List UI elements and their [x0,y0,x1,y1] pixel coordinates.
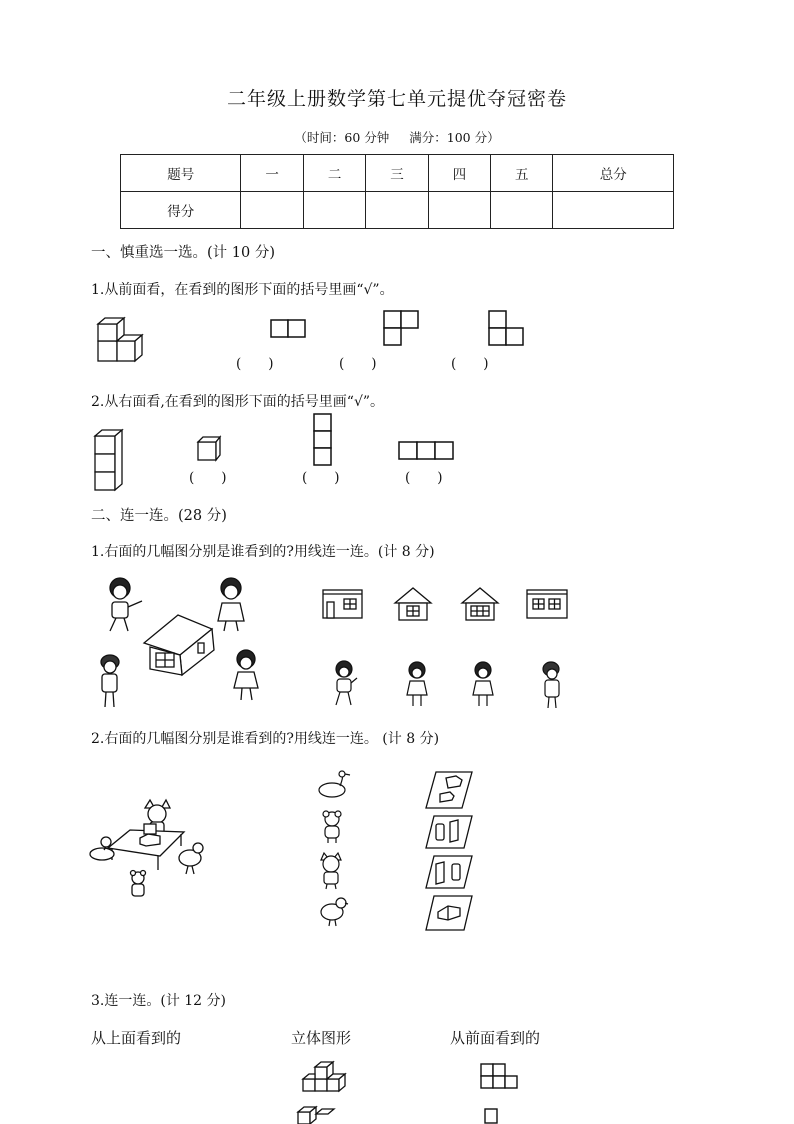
section-2-heading: 二、连一连。(28 分) [91,508,227,524]
solid-figure-1 [302,1060,346,1092]
section-1-heading: 一、慎重选一选。(计 10 分) [91,245,275,261]
answer-blank[interactable]: ( ) [339,356,377,372]
score-table-header-row [121,155,674,192]
answer-blank[interactable]: ( ) [302,470,340,486]
question-1-1: 1.从前面看，在看到的图形下面的括号里画“√”。 [91,282,394,298]
view-vertical-three [313,413,333,469]
row-label: 得分 [121,192,241,229]
house-view-4 [526,586,570,620]
view-l-top [383,310,421,348]
question-2-3: 3.连一连。(计 12 分) [91,993,226,1009]
house-view-3 [460,586,502,622]
single-cube [197,436,223,462]
girl-figure [470,662,496,708]
house-view-1 [322,586,364,620]
full-score: 满分：100 分） [409,130,500,145]
time-limit: （时间：60 分钟 [294,130,390,145]
house-view-2 [393,586,435,622]
header-cell: 一 [241,155,303,192]
score-cell[interactable] [553,192,674,229]
column-label-front-view: 从前面看到的 [450,1029,541,1047]
header-cell: 四 [428,155,490,192]
solid-figure-2 [297,1104,337,1124]
boy-back-figure [540,660,564,710]
score-cell[interactable] [241,192,303,229]
score-cell[interactable] [366,192,428,229]
view-card-3 [424,854,474,890]
score-table-score-row [121,192,674,229]
view-card-2 [424,814,474,850]
boy-figure [330,660,358,708]
header-cell: 五 [491,155,553,192]
score-table [120,154,674,229]
animals-table-scene [88,798,208,904]
cat-icon [317,852,345,890]
score-cell[interactable] [491,192,553,229]
front-view-2 [484,1108,504,1123]
column-label-solid: 立体图形 [291,1029,352,1047]
question-2-2: 2.右面的几幅图分别是谁看到的?用线连一连。 (计 8 分) [91,731,440,747]
view-card-4 [424,894,474,932]
view-horizontal-three [398,441,456,461]
answer-blank[interactable]: ( ) [405,470,443,486]
house-scene-illustration [98,575,278,715]
answer-blank[interactable]: ( ) [236,356,274,372]
exam-info [0,128,794,146]
view-l-bottom [488,310,526,348]
goose-icon [316,770,352,800]
question-2-1: 1.右面的几幅图分别是谁看到的?用线连一连。(计 8 分) [91,544,435,560]
page-title: 二年级上册数学第七单元提优夺冠密卷 [226,88,567,110]
girl-figure [404,662,430,708]
l-block-solid [97,321,143,365]
view-card-1 [424,770,474,810]
header-cell: 题号 [121,155,241,192]
view-two-squares [270,319,308,339]
hen-icon [319,895,349,927]
front-view-1 [480,1063,520,1091]
column-label-top-view: 从上面看到的 [91,1029,182,1047]
tower-solid [94,428,124,492]
bear-icon [319,810,345,844]
answer-blank[interactable]: ( ) [189,470,227,486]
question-1-2: 2.从右面看,在看到的图形下面的括号里画“√”。 [91,394,385,410]
answer-blank[interactable]: ( ) [451,356,489,372]
score-cell[interactable] [428,192,490,229]
score-cell[interactable] [303,192,365,229]
header-cell: 三 [366,155,428,192]
header-cell: 总分 [553,155,674,192]
header-cell: 二 [303,155,365,192]
